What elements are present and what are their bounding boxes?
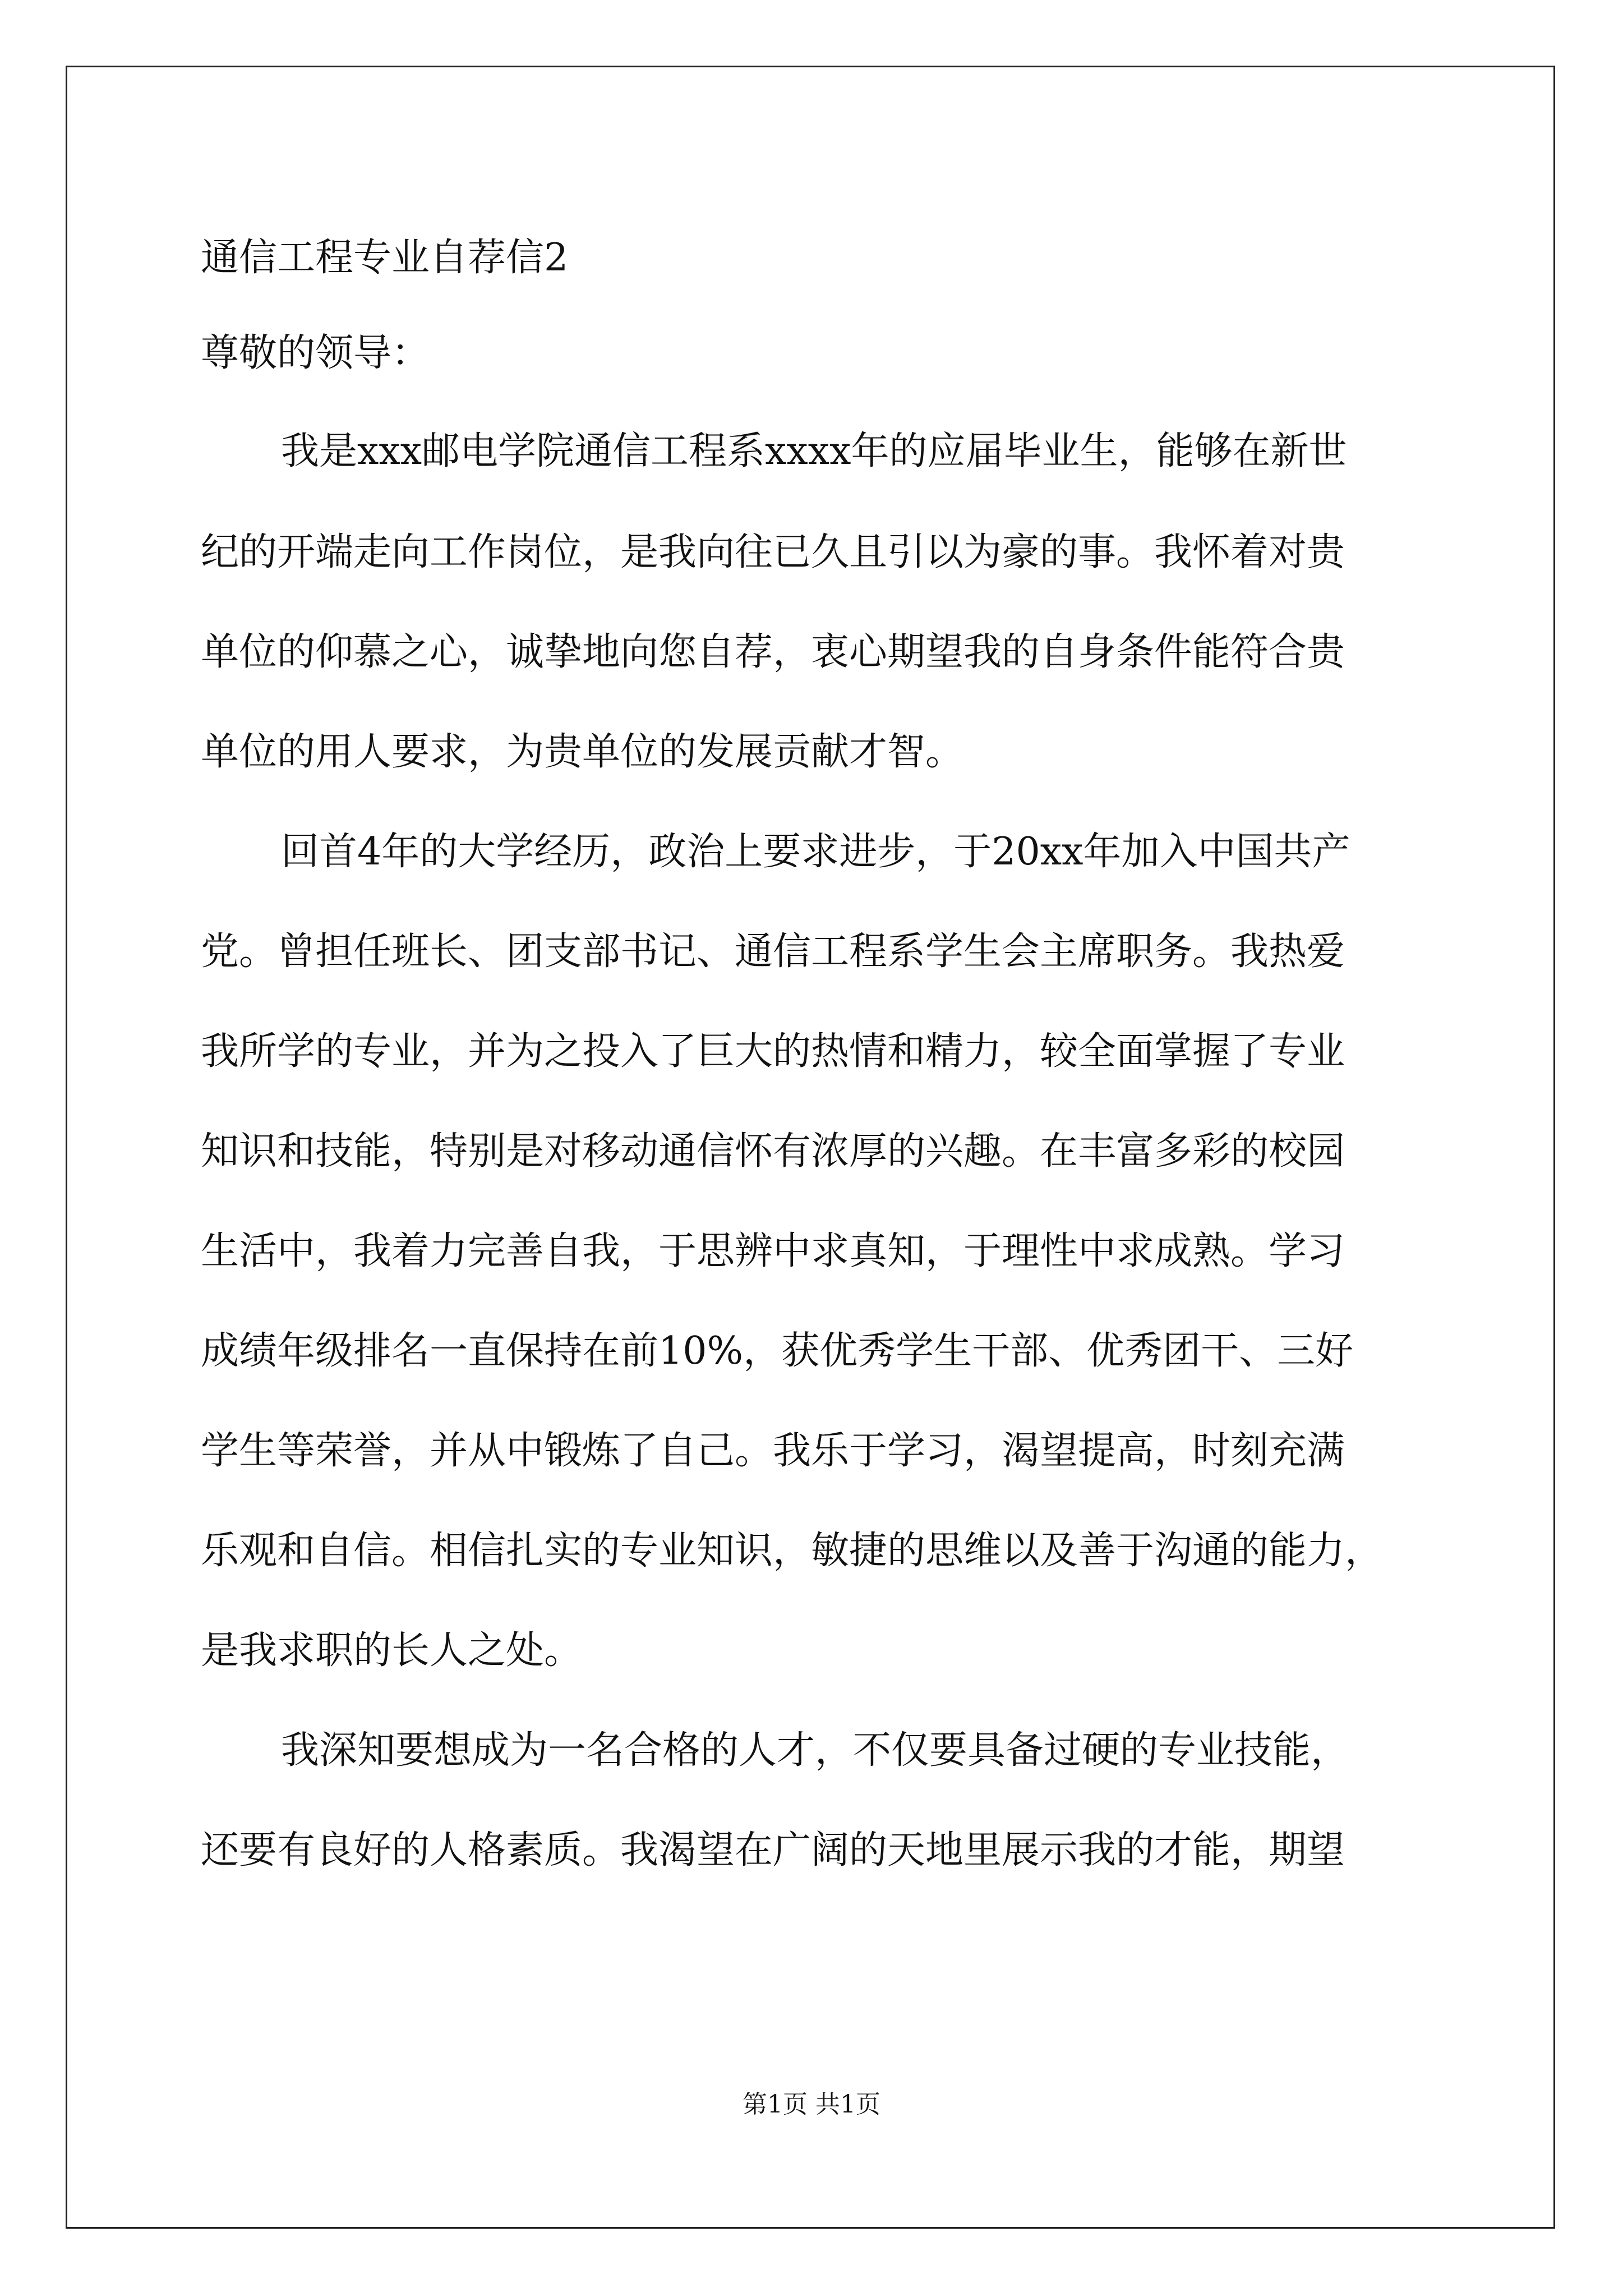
paragraph-line: 我是xxx邮电学院通信工程系xxxx年的应届毕业生，能够在新世 xyxy=(281,429,1347,473)
paragraph-line: 还要有良好的人格素质。我渴望在广阔的天地里展示我的才能，期望 xyxy=(201,1828,1345,1872)
paragraph-line: 是我求职的长人之处。 xyxy=(201,1628,583,1673)
paragraph-line: 党。曾担任班长、团支部书记、通信工程系学生会主席职务。我热爱 xyxy=(201,930,1345,974)
document-title: 通信工程专业自荐信2 xyxy=(201,236,569,280)
paragraph-line: 单位的用人要求，为贵单位的发展贡献才智。 xyxy=(201,730,964,774)
paragraph-line: 生活中，我着力完善自我，于思辨中求真知，于理性中求成熟。学习 xyxy=(201,1229,1345,1273)
paragraph-line: 知识和技能，特别是对移动通信怀有浓厚的兴趣。在丰富多彩的校园 xyxy=(201,1129,1345,1174)
paragraph-line: 单位的仰慕之心，诚挚地向您自荐，衷心期望我的自身条件能符合贵 xyxy=(201,630,1345,674)
paragraph-line: 乐观和自信。相信扎实的专业知识，敏捷的思维以及善于沟通的能力， xyxy=(201,1529,1384,1573)
paragraph-line: 回首4年的大学经历，政治上要求进步，于20xx年加入中国共产 xyxy=(281,830,1350,874)
page-footer: 第1页 共1页 xyxy=(743,2090,880,2119)
paragraph-line: 纪的开端走向工作岗位，是我向往已久且引以为豪的事。我怀着对贵 xyxy=(201,530,1345,574)
paragraph-line: 我所学的专业，并为之投入了巨大的热情和精力，较全面掌握了专业 xyxy=(201,1029,1345,1074)
paragraph-line: 学生等荣誉，并从中锻炼了自己。我乐于学习，渴望提高，时刻充满 xyxy=(201,1429,1345,1473)
salutation: 尊敬的领导： xyxy=(201,331,430,375)
paragraph-line: 我深知要想成为一名合格的人才，不仅要具备过硬的专业技能， xyxy=(281,1728,1349,1773)
paragraph-line: 成绩年级排名一直保持在前10%，获优秀学生干部、优秀团干、三好 xyxy=(201,1329,1354,1373)
